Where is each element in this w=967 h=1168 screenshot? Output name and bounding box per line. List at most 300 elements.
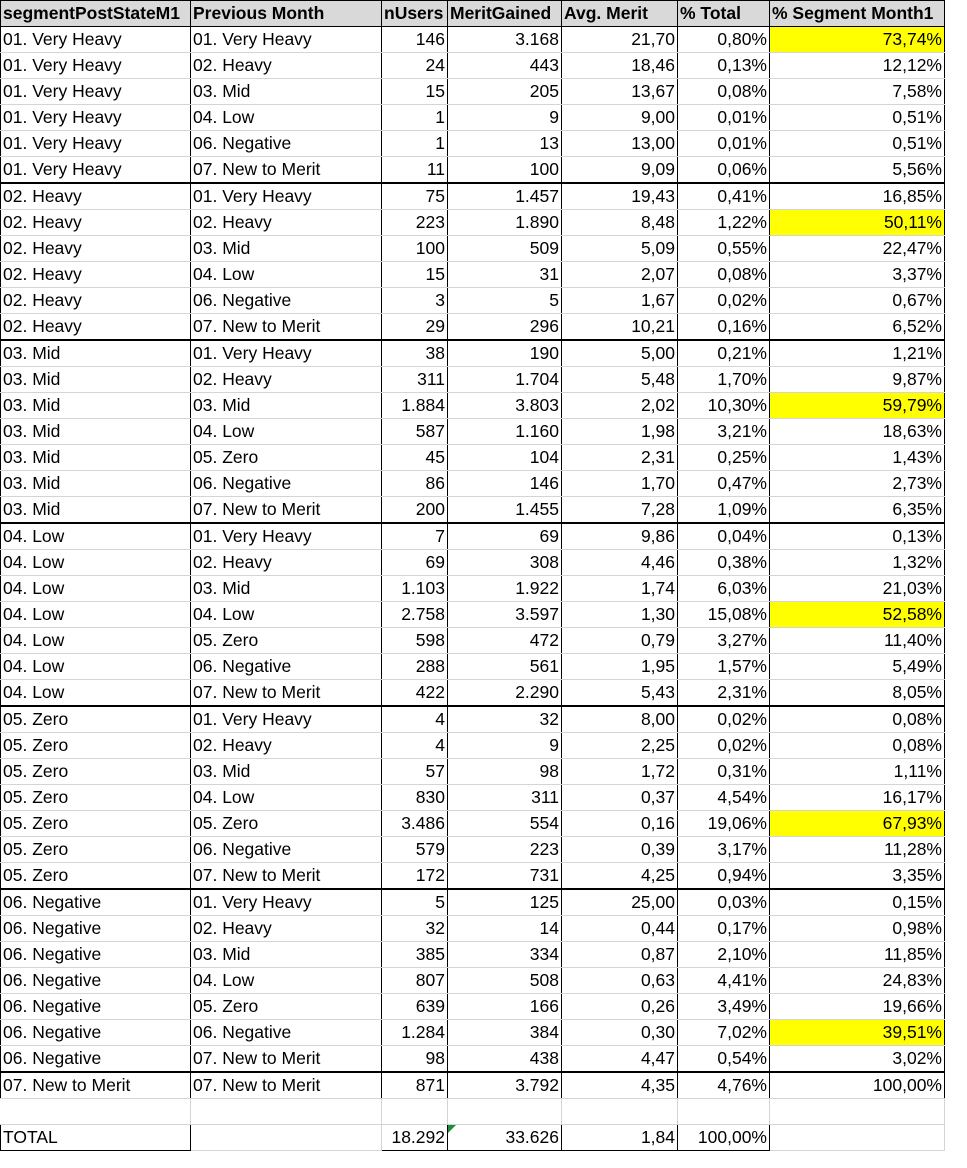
pct-total-cell[interactable]: 3,49% <box>678 994 770 1020</box>
merit-gained-cell[interactable]: 554 <box>448 811 562 837</box>
avg-merit-cell[interactable]: 0,87 <box>562 942 678 968</box>
merit-gained-cell[interactable]: 9 <box>448 733 562 759</box>
segment-cell[interactable]: 04. Low <box>1 680 191 707</box>
previous-month-cell[interactable]: 06. Negative <box>191 837 382 863</box>
column-header-merit-gained[interactable]: MeritGained <box>448 1 562 27</box>
nusers-cell[interactable]: 1.284 <box>382 1020 448 1046</box>
previous-month-cell[interactable]: 02. Heavy <box>191 916 382 942</box>
pct-segment-month1-cell[interactable]: 0,13% <box>770 523 945 550</box>
pct-segment-month1-cell[interactable]: 7,58% <box>770 79 945 105</box>
segment-cell[interactable]: 01. Very Heavy <box>1 131 191 157</box>
segment-cell[interactable]: 04. Low <box>1 523 191 550</box>
previous-month-cell[interactable]: 02. Heavy <box>191 210 382 236</box>
segment-cell[interactable]: 03. Mid <box>1 497 191 524</box>
avg-merit-cell[interactable]: 1,98 <box>562 419 678 445</box>
nusers-cell[interactable]: 579 <box>382 837 448 863</box>
pct-total-cell[interactable]: 0,25% <box>678 445 770 471</box>
merit-gained-cell[interactable]: 100 <box>448 157 562 184</box>
avg-merit-cell[interactable]: 18,46 <box>562 53 678 79</box>
avg-merit-cell[interactable]: 19,43 <box>562 183 678 210</box>
pct-segment-month1-cell[interactable]: 6,52% <box>770 314 945 341</box>
previous-month-cell[interactable]: 04. Low <box>191 419 382 445</box>
pct-total-cell[interactable]: 0,47% <box>678 471 770 497</box>
previous-month-cell[interactable]: 07. New to Merit <box>191 1072 382 1099</box>
pct-segment-month1-cell[interactable]: 100,00% <box>770 1072 945 1099</box>
pct-total-cell[interactable]: 4,41% <box>678 968 770 994</box>
segment-cell[interactable]: 03. Mid <box>1 340 191 367</box>
avg-merit-cell[interactable]: 7,28 <box>562 497 678 524</box>
merit-gained-cell[interactable]: 98 <box>448 759 562 785</box>
pct-segment-month1-cell[interactable]: 0,08% <box>770 706 945 733</box>
pct-segment-month1-cell[interactable]: 5,56% <box>770 157 945 184</box>
pct-total-cell[interactable]: 0,13% <box>678 53 770 79</box>
avg-merit-cell[interactable]: 9,86 <box>562 523 678 550</box>
pct-segment-month1-cell[interactable]: 0,15% <box>770 889 945 916</box>
avg-merit-cell[interactable]: 0,37 <box>562 785 678 811</box>
nusers-cell[interactable]: 1 <box>382 105 448 131</box>
avg-merit-cell[interactable]: 9,00 <box>562 105 678 131</box>
merit-gained-cell[interactable]: 334 <box>448 942 562 968</box>
pct-total-cell[interactable]: 0,08% <box>678 262 770 288</box>
segment-cell[interactable]: 02. Heavy <box>1 236 191 262</box>
pct-segment-month1-cell[interactable]: 0,51% <box>770 131 945 157</box>
nusers-cell[interactable]: 15 <box>382 262 448 288</box>
previous-month-cell[interactable]: 02. Heavy <box>191 367 382 393</box>
merit-gained-cell[interactable]: 1.922 <box>448 576 562 602</box>
merit-gained-cell[interactable]: 69 <box>448 523 562 550</box>
merit-gained-cell[interactable]: 104 <box>448 445 562 471</box>
merit-gained-cell[interactable]: 3.168 <box>448 27 562 53</box>
pct-segment-month1-cell[interactable]: 21,03% <box>770 576 945 602</box>
pct-segment-month1-cell[interactable]: 1,11% <box>770 759 945 785</box>
avg-merit-cell[interactable]: 0,44 <box>562 916 678 942</box>
pct-segment-month1-cell[interactable]: 12,12% <box>770 53 945 79</box>
avg-merit-cell[interactable]: 5,48 <box>562 367 678 393</box>
previous-month-cell[interactable]: 01. Very Heavy <box>191 183 382 210</box>
nusers-cell[interactable]: 385 <box>382 942 448 968</box>
nusers-cell[interactable]: 24 <box>382 53 448 79</box>
pct-segment-month1-cell[interactable]: 16,17% <box>770 785 945 811</box>
segment-cell[interactable]: 01. Very Heavy <box>1 53 191 79</box>
merit-gained-cell[interactable]: 731 <box>448 863 562 890</box>
merit-gained-cell[interactable]: 223 <box>448 837 562 863</box>
merit-gained-cell[interactable]: 3.792 <box>448 1072 562 1099</box>
nusers-cell[interactable]: 4 <box>382 733 448 759</box>
pct-segment-month1-cell[interactable]: 18,63% <box>770 419 945 445</box>
pct-total-cell[interactable]: 3,17% <box>678 837 770 863</box>
pct-total-cell[interactable]: 2,31% <box>678 680 770 707</box>
merit-gained-cell[interactable]: 1.704 <box>448 367 562 393</box>
nusers-cell[interactable]: 11 <box>382 157 448 184</box>
nusers-cell[interactable]: 422 <box>382 680 448 707</box>
pct-total-cell[interactable]: 3,21% <box>678 419 770 445</box>
total-avg-cell[interactable]: 1,84 <box>562 1125 678 1151</box>
total-label-cell[interactable]: TOTAL <box>1 1125 191 1151</box>
segment-cell[interactable]: 06. Negative <box>1 994 191 1020</box>
nusers-cell[interactable]: 200 <box>382 497 448 524</box>
total-pct-cell[interactable]: 100,00% <box>678 1125 770 1151</box>
segment-cell[interactable]: 05. Zero <box>1 733 191 759</box>
segment-cell[interactable]: 04. Low <box>1 550 191 576</box>
merit-gained-cell[interactable]: 5 <box>448 288 562 314</box>
pct-total-cell[interactable]: 0,01% <box>678 105 770 131</box>
nusers-cell[interactable]: 3 <box>382 288 448 314</box>
avg-merit-cell[interactable]: 21,70 <box>562 27 678 53</box>
nusers-cell[interactable]: 69 <box>382 550 448 576</box>
pct-segment-month1-cell[interactable]: 3,02% <box>770 1046 945 1073</box>
avg-merit-cell[interactable]: 2,25 <box>562 733 678 759</box>
avg-merit-cell[interactable]: 4,46 <box>562 550 678 576</box>
segment-cell[interactable]: 06. Negative <box>1 942 191 968</box>
pct-total-cell[interactable]: 1,57% <box>678 654 770 680</box>
merit-gained-cell[interactable]: 125 <box>448 889 562 916</box>
merit-gained-cell[interactable]: 561 <box>448 654 562 680</box>
avg-merit-cell[interactable]: 4,35 <box>562 1072 678 1099</box>
pct-total-cell[interactable]: 6,03% <box>678 576 770 602</box>
previous-month-cell[interactable]: 03. Mid <box>191 759 382 785</box>
pct-total-cell[interactable]: 1,70% <box>678 367 770 393</box>
avg-merit-cell[interactable]: 1,95 <box>562 654 678 680</box>
nusers-cell[interactable]: 75 <box>382 183 448 210</box>
merit-gained-cell[interactable]: 146 <box>448 471 562 497</box>
previous-month-cell[interactable]: 07. New to Merit <box>191 314 382 341</box>
pct-total-cell[interactable]: 0,01% <box>678 131 770 157</box>
merit-gained-cell[interactable]: 14 <box>448 916 562 942</box>
avg-merit-cell[interactable]: 5,00 <box>562 340 678 367</box>
segment-cell[interactable]: 01. Very Heavy <box>1 27 191 53</box>
segment-cell[interactable]: 06. Negative <box>1 1020 191 1046</box>
avg-merit-cell[interactable]: 8,48 <box>562 210 678 236</box>
previous-month-cell[interactable]: 04. Low <box>191 968 382 994</box>
previous-month-cell[interactable]: 03. Mid <box>191 393 382 419</box>
nusers-cell[interactable]: 32 <box>382 916 448 942</box>
previous-month-cell[interactable]: 04. Low <box>191 105 382 131</box>
previous-month-cell[interactable]: 01. Very Heavy <box>191 706 382 733</box>
pct-total-cell[interactable]: 0,21% <box>678 340 770 367</box>
blank-cell[interactable] <box>678 1099 770 1125</box>
previous-month-cell[interactable]: 06. Negative <box>191 131 382 157</box>
avg-merit-cell[interactable]: 1,70 <box>562 471 678 497</box>
merit-gained-cell[interactable]: 1.160 <box>448 419 562 445</box>
nusers-cell[interactable]: 57 <box>382 759 448 785</box>
merit-gained-cell[interactable]: 3.803 <box>448 393 562 419</box>
pct-segment-month1-cell[interactable]: 0,67% <box>770 288 945 314</box>
nusers-cell[interactable]: 98 <box>382 1046 448 1073</box>
avg-merit-cell[interactable]: 2,31 <box>562 445 678 471</box>
pct-total-cell[interactable]: 4,76% <box>678 1072 770 1099</box>
pct-total-cell[interactable]: 0,54% <box>678 1046 770 1073</box>
previous-month-cell[interactable]: 02. Heavy <box>191 550 382 576</box>
pct-total-cell[interactable]: 0,03% <box>678 889 770 916</box>
avg-merit-cell[interactable]: 1,30 <box>562 602 678 628</box>
avg-merit-cell[interactable]: 1,72 <box>562 759 678 785</box>
merit-gained-cell[interactable]: 508 <box>448 968 562 994</box>
previous-month-cell[interactable]: 04. Low <box>191 602 382 628</box>
total-users-cell[interactable]: 18.292 <box>382 1125 448 1151</box>
merit-gained-cell[interactable]: 31 <box>448 262 562 288</box>
pct-total-cell[interactable]: 0,38% <box>678 550 770 576</box>
column-header-nusers[interactable]: nUsers <box>382 1 448 27</box>
segment-cell[interactable]: 03. Mid <box>1 367 191 393</box>
column-header-previous-month[interactable]: Previous Month <box>191 1 382 27</box>
pct-total-cell[interactable]: 0,41% <box>678 183 770 210</box>
avg-merit-cell[interactable]: 2,07 <box>562 262 678 288</box>
nusers-cell[interactable]: 288 <box>382 654 448 680</box>
segment-cell[interactable]: 06. Negative <box>1 1046 191 1073</box>
merit-gained-cell[interactable]: 308 <box>448 550 562 576</box>
avg-merit-cell[interactable]: 2,02 <box>562 393 678 419</box>
nusers-cell[interactable]: 7 <box>382 523 448 550</box>
segment-cell[interactable]: 01. Very Heavy <box>1 157 191 184</box>
pct-segment-month1-cell[interactable]: 50,11% <box>770 210 945 236</box>
pct-total-cell[interactable]: 19,06% <box>678 811 770 837</box>
nusers-cell[interactable]: 45 <box>382 445 448 471</box>
segment-cell[interactable]: 02. Heavy <box>1 210 191 236</box>
pct-segment-month1-cell[interactable]: 3,35% <box>770 863 945 890</box>
segment-cell[interactable]: 02. Heavy <box>1 288 191 314</box>
total-empty-cell[interactable] <box>770 1125 945 1151</box>
pct-segment-month1-cell[interactable]: 6,35% <box>770 497 945 524</box>
segment-cell[interactable]: 02. Heavy <box>1 262 191 288</box>
pct-segment-month1-cell[interactable]: 2,73% <box>770 471 945 497</box>
nusers-cell[interactable]: 5 <box>382 889 448 916</box>
blank-cell[interactable] <box>191 1099 382 1125</box>
pct-segment-month1-cell[interactable]: 67,93% <box>770 811 945 837</box>
blank-cell[interactable] <box>562 1099 678 1125</box>
pct-segment-month1-cell[interactable]: 39,51% <box>770 1020 945 1046</box>
merit-gained-cell[interactable]: 1.890 <box>448 210 562 236</box>
column-header-pct-segment-month1[interactable]: % Segment Month1 <box>770 1 945 27</box>
previous-month-cell[interactable]: 07. New to Merit <box>191 157 382 184</box>
pct-total-cell[interactable]: 0,06% <box>678 157 770 184</box>
pct-segment-month1-cell[interactable]: 0,51% <box>770 105 945 131</box>
pct-segment-month1-cell[interactable]: 0,08% <box>770 733 945 759</box>
nusers-cell[interactable]: 1.884 <box>382 393 448 419</box>
segment-cell[interactable]: 03. Mid <box>1 419 191 445</box>
blank-cell[interactable] <box>770 1099 945 1125</box>
avg-merit-cell[interactable]: 5,43 <box>562 680 678 707</box>
total-merit-cell[interactable]: 33.626 <box>448 1125 562 1151</box>
total-empty-cell[interactable] <box>191 1125 382 1151</box>
segment-cell[interactable]: 02. Heavy <box>1 183 191 210</box>
nusers-cell[interactable]: 223 <box>382 210 448 236</box>
nusers-cell[interactable]: 172 <box>382 863 448 890</box>
previous-month-cell[interactable]: 04. Low <box>191 785 382 811</box>
segment-cell[interactable]: 05. Zero <box>1 785 191 811</box>
merit-gained-cell[interactable]: 2.290 <box>448 680 562 707</box>
previous-month-cell[interactable]: 05. Zero <box>191 811 382 837</box>
nusers-cell[interactable]: 639 <box>382 994 448 1020</box>
merit-gained-cell[interactable]: 384 <box>448 1020 562 1046</box>
segment-cell[interactable]: 03. Mid <box>1 471 191 497</box>
merit-gained-cell[interactable]: 9 <box>448 105 562 131</box>
merit-gained-cell[interactable]: 509 <box>448 236 562 262</box>
merit-gained-cell[interactable]: 443 <box>448 53 562 79</box>
previous-month-cell[interactable]: 06. Negative <box>191 654 382 680</box>
segment-cell[interactable]: 05. Zero <box>1 811 191 837</box>
previous-month-cell[interactable]: 03. Mid <box>191 79 382 105</box>
pct-total-cell[interactable]: 0,04% <box>678 523 770 550</box>
segment-cell[interactable]: 04. Low <box>1 602 191 628</box>
pct-segment-month1-cell[interactable]: 3,37% <box>770 262 945 288</box>
pct-segment-month1-cell[interactable]: 59,79% <box>770 393 945 419</box>
segment-cell[interactable]: 02. Heavy <box>1 314 191 341</box>
avg-merit-cell[interactable]: 0,63 <box>562 968 678 994</box>
pct-total-cell[interactable]: 4,54% <box>678 785 770 811</box>
previous-month-cell[interactable]: 07. New to Merit <box>191 680 382 707</box>
avg-merit-cell[interactable]: 5,09 <box>562 236 678 262</box>
avg-merit-cell[interactable]: 0,30 <box>562 1020 678 1046</box>
pct-total-cell[interactable]: 0,08% <box>678 79 770 105</box>
pct-total-cell[interactable]: 2,10% <box>678 942 770 968</box>
pct-total-cell[interactable]: 7,02% <box>678 1020 770 1046</box>
previous-month-cell[interactable]: 02. Heavy <box>191 53 382 79</box>
merit-gained-cell[interactable]: 1.457 <box>448 183 562 210</box>
previous-month-cell[interactable]: 01. Very Heavy <box>191 27 382 53</box>
avg-merit-cell[interactable]: 13,67 <box>562 79 678 105</box>
pct-segment-month1-cell[interactable]: 11,40% <box>770 628 945 654</box>
pct-total-cell[interactable]: 0,94% <box>678 863 770 890</box>
previous-month-cell[interactable]: 05. Zero <box>191 445 382 471</box>
segment-cell[interactable]: 04. Low <box>1 628 191 654</box>
merit-gained-cell[interactable]: 13 <box>448 131 562 157</box>
pct-total-cell[interactable]: 1,09% <box>678 497 770 524</box>
pct-total-cell[interactable]: 10,30% <box>678 393 770 419</box>
previous-month-cell[interactable]: 07. New to Merit <box>191 863 382 890</box>
nusers-cell[interactable]: 2.758 <box>382 602 448 628</box>
pct-total-cell[interactable]: 0,02% <box>678 288 770 314</box>
segment-cell[interactable]: 03. Mid <box>1 445 191 471</box>
merit-gained-cell[interactable]: 32 <box>448 706 562 733</box>
avg-merit-cell[interactable]: 4,47 <box>562 1046 678 1073</box>
nusers-cell[interactable]: 4 <box>382 706 448 733</box>
nusers-cell[interactable]: 146 <box>382 27 448 53</box>
previous-month-cell[interactable]: 02. Heavy <box>191 733 382 759</box>
column-header-segment[interactable]: segmentPostStateM1 <box>1 1 191 27</box>
merit-gained-cell[interactable]: 438 <box>448 1046 562 1073</box>
segment-cell[interactable]: 07. New to Merit <box>1 1072 191 1099</box>
pct-total-cell[interactable]: 1,22% <box>678 210 770 236</box>
previous-month-cell[interactable]: 05. Zero <box>191 994 382 1020</box>
avg-merit-cell[interactable]: 0,16 <box>562 811 678 837</box>
segment-cell[interactable]: 05. Zero <box>1 863 191 890</box>
pct-total-cell[interactable]: 0,02% <box>678 706 770 733</box>
blank-cell[interactable] <box>1 1099 191 1125</box>
segment-cell[interactable]: 01. Very Heavy <box>1 79 191 105</box>
merit-gained-cell[interactable]: 166 <box>448 994 562 1020</box>
pct-segment-month1-cell[interactable]: 11,28% <box>770 837 945 863</box>
avg-merit-cell[interactable]: 0,39 <box>562 837 678 863</box>
previous-month-cell[interactable]: 07. New to Merit <box>191 497 382 524</box>
nusers-cell[interactable]: 3.486 <box>382 811 448 837</box>
nusers-cell[interactable]: 1.103 <box>382 576 448 602</box>
avg-merit-cell[interactable]: 10,21 <box>562 314 678 341</box>
merit-gained-cell[interactable]: 311 <box>448 785 562 811</box>
segment-cell[interactable]: 05. Zero <box>1 706 191 733</box>
pct-segment-month1-cell[interactable]: 1,32% <box>770 550 945 576</box>
avg-merit-cell[interactable]: 1,67 <box>562 288 678 314</box>
blank-cell[interactable] <box>382 1099 448 1125</box>
segment-cell[interactable]: 06. Negative <box>1 916 191 942</box>
blank-cell[interactable] <box>448 1099 562 1125</box>
merit-gained-cell[interactable]: 205 <box>448 79 562 105</box>
pct-segment-month1-cell[interactable]: 22,47% <box>770 236 945 262</box>
avg-merit-cell[interactable]: 4,25 <box>562 863 678 890</box>
merit-gained-cell[interactable]: 3.597 <box>448 602 562 628</box>
pct-segment-month1-cell[interactable]: 0,98% <box>770 916 945 942</box>
segment-cell[interactable]: 03. Mid <box>1 393 191 419</box>
previous-month-cell[interactable]: 03. Mid <box>191 576 382 602</box>
pct-total-cell[interactable]: 0,55% <box>678 236 770 262</box>
merit-gained-cell[interactable]: 296 <box>448 314 562 341</box>
previous-month-cell[interactable]: 01. Very Heavy <box>191 523 382 550</box>
previous-month-cell[interactable]: 01. Very Heavy <box>191 340 382 367</box>
merit-gained-cell[interactable]: 190 <box>448 340 562 367</box>
avg-merit-cell[interactable]: 1,74 <box>562 576 678 602</box>
pct-total-cell[interactable]: 0,80% <box>678 27 770 53</box>
pct-segment-month1-cell[interactable]: 11,85% <box>770 942 945 968</box>
segment-cell[interactable]: 05. Zero <box>1 837 191 863</box>
segment-cell[interactable]: 04. Low <box>1 576 191 602</box>
pct-segment-month1-cell[interactable]: 19,66% <box>770 994 945 1020</box>
nusers-cell[interactable]: 86 <box>382 471 448 497</box>
column-header-avg-merit[interactable]: Avg. Merit <box>562 1 678 27</box>
nusers-cell[interactable]: 598 <box>382 628 448 654</box>
pct-segment-month1-cell[interactable]: 8,05% <box>770 680 945 707</box>
pct-segment-month1-cell[interactable]: 5,49% <box>770 654 945 680</box>
previous-month-cell[interactable]: 01. Very Heavy <box>191 889 382 916</box>
previous-month-cell[interactable]: 05. Zero <box>191 628 382 654</box>
pct-segment-month1-cell[interactable]: 16,85% <box>770 183 945 210</box>
pct-segment-month1-cell[interactable]: 52,58% <box>770 602 945 628</box>
previous-month-cell[interactable]: 06. Negative <box>191 288 382 314</box>
avg-merit-cell[interactable]: 25,00 <box>562 889 678 916</box>
segment-cell[interactable]: 05. Zero <box>1 759 191 785</box>
pct-segment-month1-cell[interactable]: 1,21% <box>770 340 945 367</box>
previous-month-cell[interactable]: 07. New to Merit <box>191 1046 382 1073</box>
column-header-pct-total[interactable]: % Total <box>678 1 770 27</box>
nusers-cell[interactable]: 871 <box>382 1072 448 1099</box>
avg-merit-cell[interactable]: 0,79 <box>562 628 678 654</box>
nusers-cell[interactable]: 807 <box>382 968 448 994</box>
nusers-cell[interactable]: 100 <box>382 236 448 262</box>
nusers-cell[interactable]: 38 <box>382 340 448 367</box>
segment-cell[interactable]: 06. Negative <box>1 889 191 916</box>
previous-month-cell[interactable]: 03. Mid <box>191 942 382 968</box>
segment-cell[interactable]: 04. Low <box>1 654 191 680</box>
pct-segment-month1-cell[interactable]: 9,87% <box>770 367 945 393</box>
avg-merit-cell[interactable]: 0,26 <box>562 994 678 1020</box>
pct-total-cell[interactable]: 15,08% <box>678 602 770 628</box>
previous-month-cell[interactable]: 06. Negative <box>191 1020 382 1046</box>
avg-merit-cell[interactable]: 13,00 <box>562 131 678 157</box>
pct-total-cell[interactable]: 0,17% <box>678 916 770 942</box>
pct-total-cell[interactable]: 3,27% <box>678 628 770 654</box>
avg-merit-cell[interactable]: 8,00 <box>562 706 678 733</box>
pct-segment-month1-cell[interactable]: 24,83% <box>770 968 945 994</box>
previous-month-cell[interactable]: 04. Low <box>191 262 382 288</box>
nusers-cell[interactable]: 587 <box>382 419 448 445</box>
nusers-cell[interactable]: 29 <box>382 314 448 341</box>
previous-month-cell[interactable]: 03. Mid <box>191 236 382 262</box>
pct-total-cell[interactable]: 0,31% <box>678 759 770 785</box>
nusers-cell[interactable]: 15 <box>382 79 448 105</box>
segment-cell[interactable]: 06. Negative <box>1 968 191 994</box>
previous-month-cell[interactable]: 06. Negative <box>191 471 382 497</box>
merit-gained-cell[interactable]: 1.455 <box>448 497 562 524</box>
merit-gained-cell[interactable]: 472 <box>448 628 562 654</box>
avg-merit-cell[interactable]: 9,09 <box>562 157 678 184</box>
